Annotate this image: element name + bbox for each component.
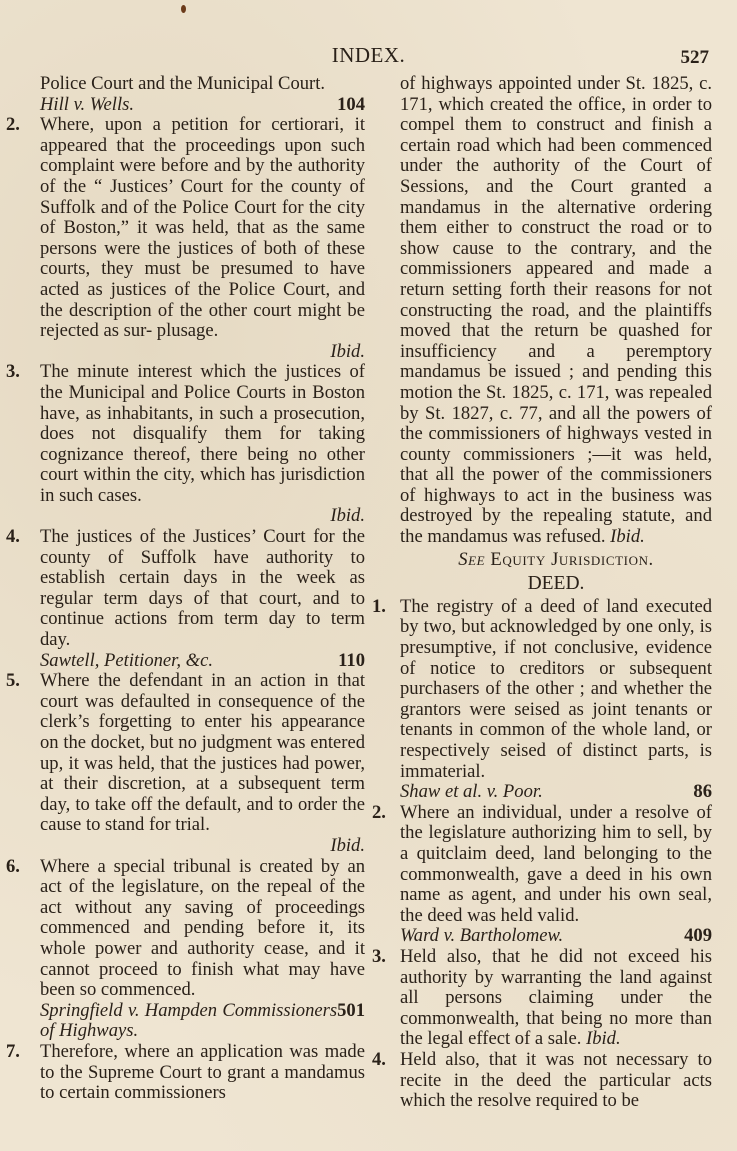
continued-entry — [6, 74, 365, 115]
index-entry — [6, 527, 365, 671]
case-name: Ward v. Bartholomew. — [400, 925, 564, 947]
cross-reference-target[interactable]: Equity Jurisdiction. — [490, 548, 654, 570]
page-number: 527 — [680, 47, 709, 68]
entry-text: Where, upon a petition for certiorari, it appeared that the proceedings upon such complaint were before and by the authority of the “ Justices’ Court for the county of Suffolk and of the Police Court for the city of Boston,” it was held, that as the same persons were the justices of both of these courts, they must be presumed to have acted as justices of the Police Court, and the description of the other court might be rejected as sur- plusage. — [40, 114, 365, 342]
right-column — [372, 74, 712, 1112]
index-entry — [372, 597, 712, 803]
ink-spot — [181, 5, 186, 13]
see-label: See — [458, 548, 486, 570]
page-reference: 501 — [337, 999, 365, 1021]
index-entry — [6, 362, 365, 527]
section-heading: DEED. — [527, 573, 585, 595]
continued-entry — [372, 74, 712, 548]
case-name: Sawtell, Petitioner, &c. — [40, 649, 213, 671]
index-entry — [372, 947, 712, 1050]
page-reference: Ibid. — [330, 834, 365, 856]
page-reference: 409 — [684, 925, 712, 947]
entry-text: Where a special tribunal is created by an act of the legislature, on the repeal of the act without any saving of proceedings commenced and pending before it, its whole power and authority cease, and it cannot proceed to finish what may have been so commenced. — [40, 855, 365, 1001]
entry-text: Therefore, where an application was made to the Supreme Court to grant a mandamus to certain commissioners — [40, 1040, 365, 1104]
case-name: Hill v. Wells. — [40, 93, 134, 115]
entry-text: The justices of the Justices’ Court for the county of Suffolk have authority to establish certain days in the week as regular term days of that court, and to continue actions from term day to term day. — [40, 526, 365, 651]
entry-number: 7. — [6, 1040, 20, 1062]
entry-number: 4. — [6, 526, 20, 548]
left-column — [6, 74, 365, 1104]
case-name: Springfield v. Hampden Commissioners of Highways. — [40, 999, 338, 1042]
page-reference: Ibid. — [330, 340, 365, 362]
entry-text: Police Court and the Municipal Court. — [40, 73, 326, 94]
entry-number: 3. — [6, 361, 20, 383]
index-entry — [6, 1042, 365, 1104]
entry-number: 6. — [6, 855, 20, 877]
entry-number: 1. — [372, 595, 386, 617]
page-reference: Ibid. — [586, 1028, 621, 1050]
page-reference: 110 — [338, 649, 365, 671]
entry-text: The registry of a deed of land executed by two, but acknowledged by one only, is presumptive, if not conclusive, evidence of notice to creditors or subsequent purchasers of the other ; and whether the grantors were seised as joint tenants or tenants in common of the whole land, or respectively seised of distinct parts, is immaterial. — [400, 595, 712, 782]
index-entry — [6, 857, 365, 1042]
index-entry — [372, 803, 712, 947]
entry-text: The minute interest which the justices of the Municipal and Police Courts in Boston have, as inhabitants, in such a prosecution, does not disqualify them for taking cognizance thereof, there being no other court within the city, which has jurisdiction in such cases. — [40, 361, 365, 506]
citation-line — [40, 1001, 365, 1042]
index-entry — [6, 671, 365, 856]
entry-text: Where an individual, under a resolve of the legislature authorizing him to sell, by a quitclaim deed, land belonging to the commonwealth, gave a deed in his own name as agent, and under his own seal, the deed was held valid. — [400, 801, 712, 926]
citation-line — [400, 782, 712, 803]
entry-number: 2. — [372, 801, 386, 823]
entry-text: Held also, that he did not exceed his authority by warranting the land against all persons claiming under the commonwealth, that being no more than the legal effect of a sale. — [400, 945, 712, 1050]
citation-line — [40, 836, 365, 857]
citation-line — [40, 95, 365, 116]
page-reference: 104 — [337, 93, 365, 115]
entry-text: of highways appointed under St. 1825, c. 171, which created the office, in order to compel them to construct and finish a certain road which had been commenced under the authority of the Court of Sessions, and the Court granted a mandamus in the alternative ordering them either to construct the road or to show cause to the contrary, and the commissioners appeared and made a return setting forth their reasons for not constructing the road, and the plaintiffs moved that the return be quashed for insufficiency and a peremptory mandamus be issued ; and pending this motion the St. 1825, c. 171, was repealed by St. 1827, c. 77, and all the powers of the commissioners of highways vested in county commissioners ;—it was held, that all the power of the commissioners of highways to act in the business was destroyed by the repealing statute, and the mandamus was refused. — [400, 73, 712, 548]
index-entry — [372, 1050, 712, 1112]
citation-line — [40, 506, 365, 527]
page-reference: Ibid. — [330, 505, 365, 527]
running-title: INDEX. — [331, 43, 406, 67]
entry-number: 5. — [6, 670, 20, 692]
citation-line — [40, 651, 365, 672]
index-entry — [6, 115, 365, 362]
entry-number: 2. — [6, 114, 20, 136]
case-name: Shaw et al. v. Poor. — [400, 781, 543, 803]
citation-line — [400, 926, 712, 947]
entry-text: Held also, that it was not necessary to recite in the deed the particular acts which the resolve required to be — [400, 1048, 712, 1112]
cross-reference[interactable] — [372, 550, 712, 571]
entry-number: 4. — [372, 1048, 386, 1070]
citation-line — [40, 342, 365, 363]
page-reference: 86 — [693, 781, 712, 803]
entry-number: 3. — [372, 945, 386, 967]
entry-text: Where the defendant in an action in that court was defaulted in consequence of the clerk’s forgetting to enter his appearance on the docket, but no judgment was entered up, it was held, that the justices had power, at their discretion, at a subsequent term day, to take off the default, and to order the cause to stand for trial. — [40, 670, 365, 836]
page-reference: Ibid. — [610, 526, 645, 548]
